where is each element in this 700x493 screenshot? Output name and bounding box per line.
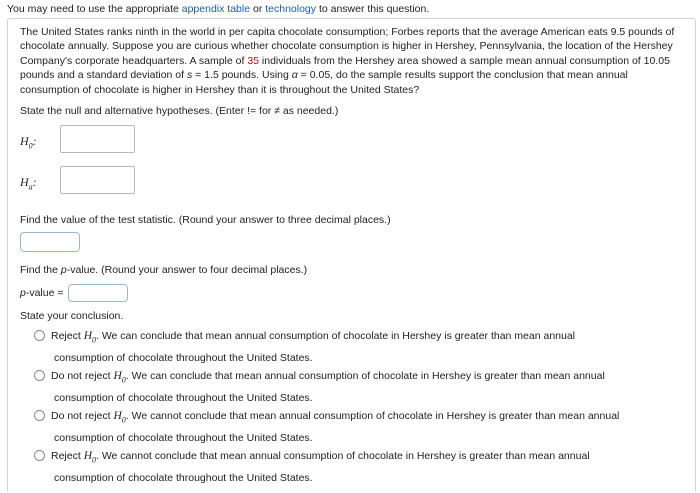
option-verb: Do not reject <box>51 410 114 422</box>
h0-label <box>20 134 37 150</box>
option-verb: Reject <box>51 330 84 342</box>
conclusion-option-3[interactable] <box>34 407 684 448</box>
option-rest: . We cannot conclude that mean annual consumption of chocolate in Hershey is greater than mean annual <box>125 410 620 422</box>
problem-part1: The United States ranks ninth in the world in per capita chocolate consumption; Forbes reports that the average American eats 9.5 pounds of chocolate annually. Suppose you are curious whether chocolate consumption is higher in Hershey, Pennsylvania, the location of the Hershey Company's corporate headquarters. A sample of <box>20 26 675 67</box>
h0-base: H <box>20 134 29 148</box>
p-value-row <box>20 284 128 302</box>
hypotheses-prompt: State the null and alternative hypotheses. (Enter != for ≠ as needed.) <box>20 105 339 117</box>
conclusion-option-4[interactable] <box>34 447 684 488</box>
option-line2: consumption of chocolate throughout the United States. <box>54 472 313 485</box>
conclusion-prompt: State your conclusion. <box>20 310 124 322</box>
p-value-prompt <box>20 264 307 276</box>
s-symbol: s <box>186 69 193 82</box>
h0-colon: : <box>32 134 37 148</box>
h-base: H <box>83 330 92 342</box>
option-verb: Reject <box>51 450 84 462</box>
appendix-table-link[interactable]: appendix table <box>181 3 251 15</box>
ha-colon: : <box>32 175 37 189</box>
h-base: H <box>113 370 122 382</box>
sample-size: 35 <box>247 54 259 67</box>
ha-sub: a <box>28 182 33 192</box>
h-sub: 0 <box>121 375 126 385</box>
intro-middle: or <box>250 3 266 15</box>
test-statistic-input[interactable] <box>20 232 80 252</box>
conclusion-option-2[interactable] <box>34 367 684 408</box>
conclusion-option-1[interactable] <box>34 327 684 368</box>
problem-part3: = 1.5 pounds. Using <box>192 69 292 82</box>
h0-sub: 0 <box>28 141 33 151</box>
option-line2: consumption of chocolate throughout the United States. <box>54 392 313 405</box>
problem-part2: individuals from the Hershey area showed a sample mean annual consumption of 10.05 pounds and a standard deviation of <box>20 54 670 82</box>
h0-symbol <box>113 370 126 385</box>
problem-part4: = 0.05, do the sample results support the conclusion that mean annual consumption of chocolate is higher in Hershey than it is throughout the United States? <box>20 69 628 96</box>
h0-symbol <box>83 450 96 465</box>
option-text <box>51 327 684 349</box>
h0-symbol <box>83 330 96 345</box>
technology-link[interactable]: technology <box>265 3 317 15</box>
option-line2: consumption of chocolate throughout the United States. <box>54 432 313 445</box>
intro-suffix: to answer this question. <box>316 3 430 15</box>
option-line2: consumption of chocolate throughout the United States. <box>54 352 313 365</box>
intro-prefix: You may need to use the appropriate <box>7 3 182 15</box>
option-rest: . We can conclude that mean annual consumption of chocolate in Hershey is greater than mean annual <box>125 370 605 382</box>
radio-button[interactable] <box>34 330 45 341</box>
radio-button[interactable] <box>34 450 45 461</box>
h-sub: 0 <box>121 415 126 425</box>
p-value-label-rest: -value = <box>25 287 64 299</box>
problem-statement <box>20 25 690 97</box>
h-sub: 0 <box>92 455 96 465</box>
option-rest: . We cannot conclude that mean annual consumption of chocolate in Hershey is greater than mean annual <box>96 450 590 462</box>
ha-input[interactable] <box>60 166 135 194</box>
p-value-input[interactable] <box>68 284 128 302</box>
h-sub: 0 <box>92 335 96 345</box>
option-text <box>51 447 684 469</box>
h0-input[interactable] <box>60 125 135 153</box>
ha-base: H <box>20 175 29 189</box>
h-base: H <box>83 450 92 462</box>
option-rest: . We can conclude that mean annual consumption of chocolate in Hershey is greater than mean annual <box>96 330 576 342</box>
option-text <box>51 367 684 389</box>
alpha-symbol: α <box>291 69 298 82</box>
radio-button[interactable] <box>34 370 45 381</box>
test-statistic-prompt: Find the value of the test statistic. (Round your answer to three decimal places.) <box>20 214 391 226</box>
h0-symbol <box>113 410 126 425</box>
h-base: H <box>113 410 122 422</box>
ha-label <box>20 175 37 191</box>
intro-text <box>7 3 429 15</box>
pv-prompt-suffix: -value. (Round your answer to four decimal places.) <box>66 264 308 276</box>
option-verb: Do not reject <box>51 370 114 382</box>
pv-prompt-prefix: Find the <box>20 264 61 276</box>
radio-button[interactable] <box>34 410 45 421</box>
option-text <box>51 407 684 429</box>
pv-prompt-p: p <box>60 264 67 276</box>
p-value-label-p: p <box>20 287 26 299</box>
